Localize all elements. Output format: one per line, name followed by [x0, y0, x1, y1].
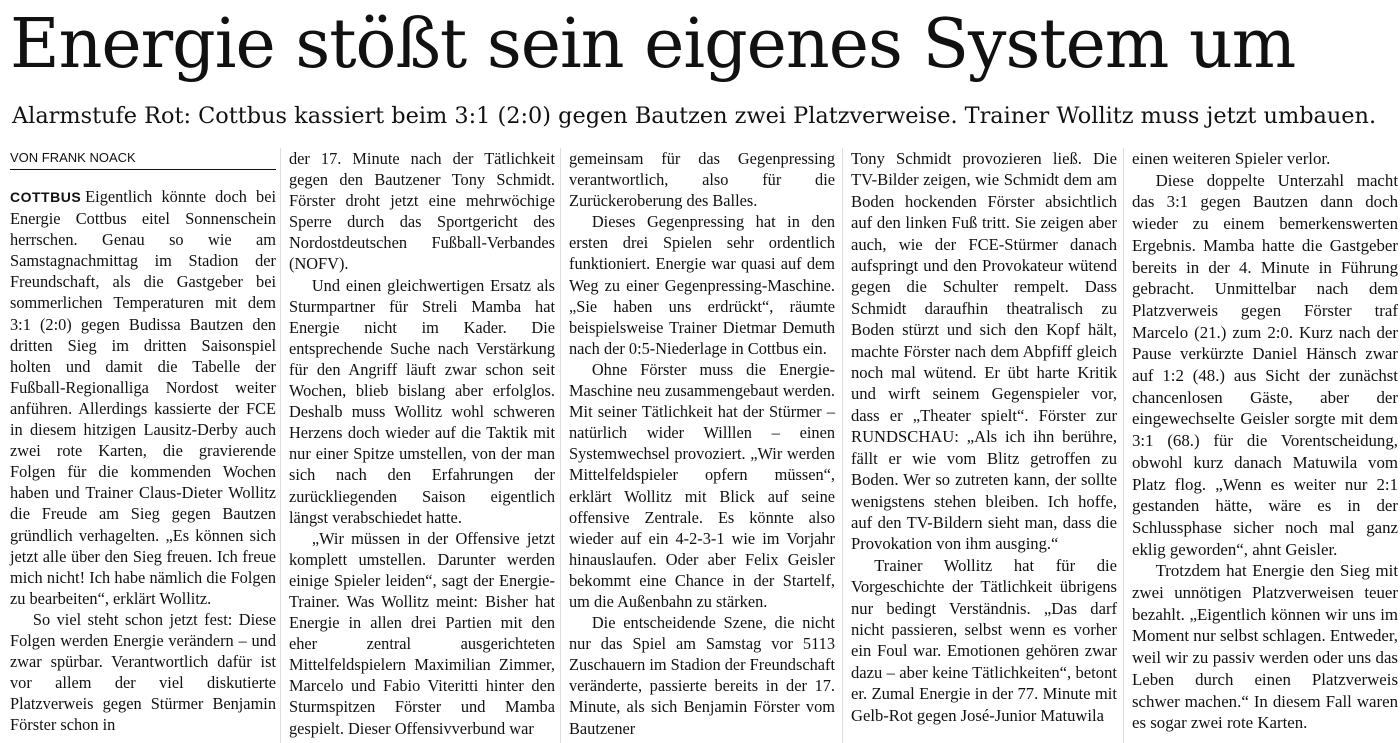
- paragraph: Und einen gleichwertigen Ersatz als Sturmpartner für Streli Mamba hat Energie nicht im Kader. Die entsprechende Suche nach Verstärkung für den Angriff läuft zwar schon seit Wochen, blieb bislang aber erfolglos. Deshalb muss Wollitz wohl schweren Herzens doch wieder auf die Taktik mit nur einer Spitze umstellen, von der man sich nach den Erfahrungen der zurückliegenden Saison eigentlich längst verabschiedet hatte.: [289, 275, 555, 527]
- article-column-4: [851, 148, 1117, 726]
- paragraph: Trainer Wollitz hat für die Vorgeschichte der Tätlichkeit übrigens nur bedingt Verständnis. „Das darf nicht passieren, selbst wenn es vorher ein Foul war. Emotionen gehören zwar dazu – aber keine Tätlichkeiten“, betont er. Zumal Energie in der 77. Minute mit Gelb-Rot gegen José-Junior Matuwila: [851, 555, 1117, 725]
- paragraph: der 17. Minute nach der Tätlichkeit gegen den Bautzener Tony Schmidt. Förster droht jetzt eine mehrwöchige Sperre durch das Sportgericht des Nordostdeutschen Fußball-Verbandes (NOFV).: [289, 149, 555, 274]
- column-divider: [1123, 148, 1124, 743]
- subheadline: Alarmstufe Rot: Cottbus kassiert beim 3:1 (2:0) gegen Bautzen zwei Platzverweise. Trainer Wollitz muss jetzt umbauen.: [12, 103, 1377, 129]
- paragraph: „Wir müssen in der Offensive jetzt komplett umstellen. Darunter werden einige Spieler leiden“, sagt der Energie-Trainer. Was Wollitz meint: Bisher hat Energie in allen drei Partien mit den eher zentral ausgerichteten Mittelfeldspielern Maximilian Zimmer, Marcelo und Fabio Viteritti hinter den Sturmspitzen Förster und Mamba gespielt. Dieser Offensivverbund war: [289, 528, 555, 738]
- paragraph: gemeinsam für das Gegenpressing verantwortlich, also für die Zurückeroberung des Balles.: [569, 149, 835, 211]
- dateline: COTTBUS: [10, 189, 82, 205]
- column-divider: [842, 148, 843, 743]
- paragraph: Diese doppelte Unterzahl macht das 3:1 gegen Bautzen dann doch wieder zu einem bemerkenswerten Ergebnis. Mamba hatte die Gastgeber bereits in der 4. Minute in Führung gebracht. Unmittelbar nach dem Platzverweis gegen Förster traf Marcelo (21.) zum 2:0. Kurz nach der Pause verkürzte Daniel Hänsch zwar auf 1:2 (48.) aus Sicht der zunächst chancenlosen Gäste, aber der eingewechselte Geisler sorgte mit dem 3:1 (68.) für die Vorentscheidung, obwohl kurz danach Matuwila vom Platz flog. „Wenn es weiter nur 2:1 gestanden hätte, wäre es in der Schlussphase sicher noch mal ganz eklig geworden“, ahnt Geisler.: [1132, 170, 1398, 559]
- byline: VON FRANK NOACK: [10, 149, 276, 170]
- paragraph: [10, 186, 276, 609]
- paragraph: einen weiteren Spieler verlor.: [1132, 149, 1331, 168]
- paragraph: So viel steht schon jetzt fest: Diese Folgen werden Energie verändern – und zwar spürbar. Verantwortlich dafür ist vor allem der viel diskutierte Platzverweis gegen Stürmer Benjamin Förster schon in: [10, 609, 276, 735]
- paragraph: Tony Schmidt provozieren ließ. Die TV-Bilder zeigen, wie Schmidt dem am Boden hockenden Förster absichtlich auf den linken Fuß tritt. Sie zeigen aber auch, wie der FCE-Stürmer danach aufspringt und den Provokateur wütend gegen die Schulter rempelt. Dass Schmidt daraufhin theatralisch zu Boden stürzt und sich den Kopf hält, machte Förster nach dem Abpfiff gleich noch mal wütend. Er übt harte Kritik und wirft seinem Gegenspieler vor, dass er „Theater spielt“. Förster zur RUNDSCHAU: „Als ich ihn berühre, fällt er wie vom Blitz getroffen zu Boden. Wer so zutreten kann, der sollte wenigstens stehen bleiben. Ich hoffe, auf den TV-Bildern sieht man, dass die Provokation von ihm ausging.“: [851, 149, 1117, 554]
- article-column-5: [1132, 148, 1398, 734]
- paragraph: Ohne Förster muss die Energie-Maschine neu zusammengebaut werden. Mit seiner Tätlichkeit hat der Stürmer – natürlich wider Willlen – einen Systemwechsel provoziert. „Wir werden Mittelfeldspieler opfern müssen“, erklärt Wollitz mit Blick auf seine offensive Zentrale. Es könnte also wieder auf ein 4-2-3-1 wie im Vorjahr hinauslaufen. Oder aber Felix Geisler bekommt eine Chance in der Startelf, um die Außenbahn zu stärken.: [569, 359, 835, 611]
- column-divider: [280, 148, 281, 743]
- paragraph-text: Eigentlich könnte doch bei Energie Cottbus eitel Sonnenschein herrschen. Genau so wie am Samstagnachmittag im Stadion der Freundschaft, als die Gastgeber bei sommerlichen Temperaturen mit dem 3:1 (2:0) gegen Budissa Bautzen den dritten Sieg im dritten Saisonspiel holten und damit die Tabelle der Fußball-Regionalliga Nordost weiter anführen. Allerdings kassierte der FCE in diesem hitzigen Lausitz-Derby auch zwei rote Karten, die gravierende Folgen für die kommenden Wochen haben und Trainer Claus-Dieter Wollitz die Freude am Sieg gegen Bautzen gründlich verhagelten. „Es können sich jetzt alle über den Sieg freuen. Ich freue mich nicht! Ich habe nämlich die Folgen zu bearbeiten“, erklärt Wollitz.: [10, 187, 276, 608]
- paragraph: Dieses Gegenpressing hat in den ersten drei Spielen sehr ordentlich funktioniert. Energie war quasi auf dem Weg zu einer Gegenpressing-Maschine. „Sie haben uns erdrückt“, räumte beispielsweise Trainer Dietmar Demuth nach der 0:5-Niederlage in Cottbus ein.: [569, 212, 835, 358]
- paragraph: Trotzdem hat Energie den Sieg mit zwei unnötigen Platzverweisen teuer bezahlt. „Eigentlich können wir uns im Moment nur selbst schlagen. Entweder, weil wir zu passiv werden oder uns das Leben durch einen Platzverweis schwer machen.“ In diesem Fall waren es sogar zwei rote Karten.: [1132, 561, 1398, 733]
- article-column-3: [569, 148, 835, 739]
- headline: Energie stößt sein eigenes System um: [10, 5, 1296, 84]
- article-column-2: [289, 148, 555, 739]
- column-divider: [560, 148, 561, 743]
- article-column-1: [10, 186, 276, 735]
- paragraph: Die entscheidende Szene, die nicht nur das Spiel am Samstag vor 5113 Zuschauern im Stadion der Freundschaft veränderte, passierte bereits in der 17. Minute, als sich Benjamin Förster vom Bautzener: [569, 613, 835, 738]
